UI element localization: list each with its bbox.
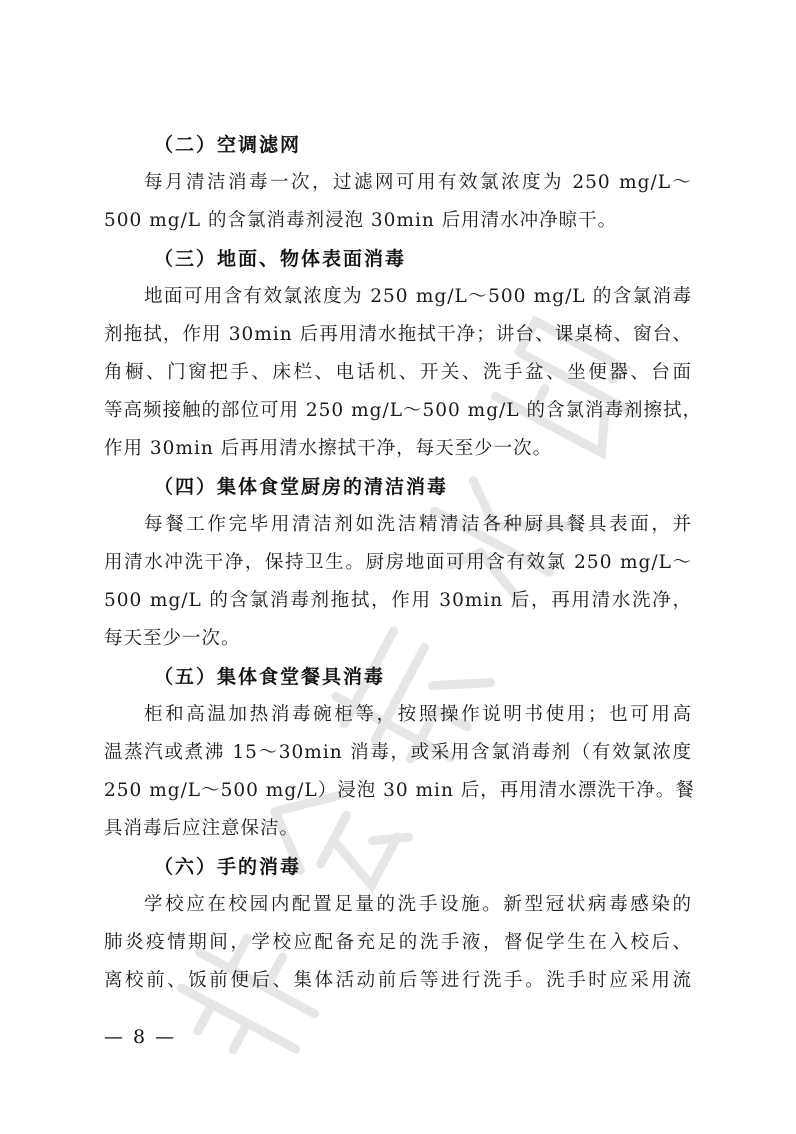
paragraph-line: 用清水冲洗干净，保持卫生。厨房地面可用含有效氯 250 mg/L～ — [104, 552, 692, 573]
document-body — [104, 126, 702, 1000]
paragraph-line: 每天至少一次。 — [104, 628, 241, 649]
section-paragraph-hand-disinfection — [104, 886, 692, 1000]
paragraph-line: 500 mg/L 的含氯消毒剂拖拭，作用 30min 后，再用清水洗净， — [104, 590, 692, 611]
section-paragraph-canteen-kitchen — [104, 506, 692, 658]
paragraph-line: 剂拖拭，作用 30min 后再用清水拖拭干净；讲台、课桌椅、窗台、 — [104, 324, 692, 345]
section-paragraph-canteen-tableware — [104, 696, 695, 848]
section-heading-air-filter: （二）空调滤网 — [154, 134, 302, 156]
page-number: — 8 — — [104, 1026, 177, 1048]
section-heading-floor-surface: （三）地面、物体表面消毒 — [154, 248, 407, 270]
section-heading-canteen-kitchen: （四）集体食堂厨房的清洁消毒 — [154, 476, 449, 498]
paragraph-line: 作用 30min 后再用清水擦拭干净，每天至少一次。 — [104, 438, 553, 459]
paragraph-line: 柜和高温加热消毒碗柜等，按照操作说明书使用；也可用高 — [144, 704, 692, 725]
paragraph-line: 学校应在校园内配置足量的洗手设施。新型冠状病毒感染的 — [144, 894, 692, 915]
paragraph-line: 每餐工作完毕用清洁剂如洗洁精清洁各种厨具餐具表面，并 — [144, 514, 692, 535]
section-heading-hand-disinfection: （六）手的消毒 — [154, 856, 302, 878]
paragraph-line: 每月清洁消毒一次，过滤网可用有效氯浓度为 250 mg/L～ — [144, 172, 692, 193]
paragraph-line: 500 mg/L 的含氯消毒剂浸泡 30min 后用清水冲净晾干。 — [104, 210, 618, 231]
paragraph-line: 温蒸汽或煮沸 15～30min 消毒，或采用含氯消毒剂（有效氯浓度 — [104, 742, 692, 763]
paragraph-line: 地面可用含有效氯浓度为 250 mg/L～500 mg/L 的含氯消毒 — [144, 286, 692, 307]
paragraph-line: 肺炎疫情期间，学校应配备充足的洗手液，督促学生在入校后、 — [104, 932, 692, 953]
section-paragraph-air-filter — [104, 164, 692, 240]
paragraph-line: 等高频接触的部位可用 250 mg/L～500 mg/L 的含氯消毒剂擦拭， — [104, 400, 702, 421]
paragraph-line: 离校前、饭前便后、集体活动前后等进行洗手。洗手时应采用流 — [104, 970, 692, 991]
paragraph-line: 具消毒后应注意保洁。 — [104, 818, 300, 839]
section-heading-canteen-tableware: （五）集体食堂餐具消毒 — [154, 666, 386, 688]
paragraph-line: 250 mg/L～500 mg/L）浸泡 30 min 后，再用清水漂洗干净。餐 — [104, 780, 695, 801]
section-paragraph-floor-surface — [104, 278, 702, 468]
paragraph-line: 角橱、门窗把手、床栏、电话机、开关、洗手盆、坐便器、台面 — [104, 362, 692, 383]
